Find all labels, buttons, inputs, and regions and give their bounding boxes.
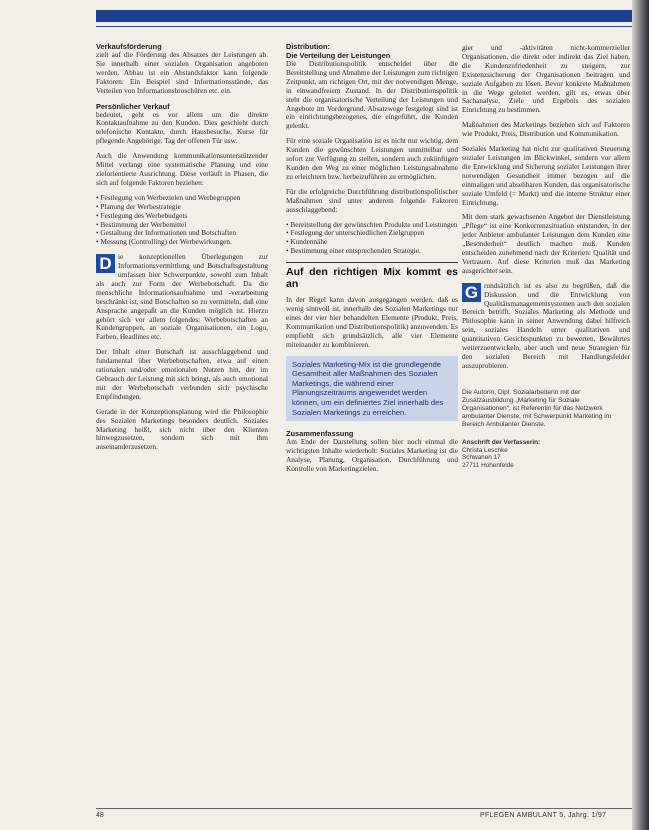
bullet-list-werbung [96, 194, 268, 247]
book-spine-shadow [632, 0, 649, 830]
heading-zusammenfassung: Zusammenfassung [286, 429, 354, 439]
author-bio: Die Autorin, Dipl. Sozialarbeiterin mit der Zusatzausbildung „Marketing für Soziale Organisationen“, ist Referentin für das Netzwerk ambulanter Dienste, mit Schwerpunkt Marketing im Bereich Ambulanter Dienste. [462, 388, 612, 428]
heading-verkaufsfoerderung: Verkaufsförderung [96, 42, 162, 51]
paragraph: zielt auf die Förderung des Absatzes der Leistungen ab. Sie innerhalb einer sozialen Organisation angeboten werden. Abbau ist ein Abstandsfaktor kann folgende Faktoren: Ein Beispiel sind Informationsstände, das Verteilen von Informationsbroschüren etc. ein. [96, 50, 268, 95]
list-item: • Gestaltung der Informationen und Botschaften [96, 229, 268, 238]
footer-rule [96, 808, 632, 809]
column-left [96, 42, 268, 458]
list-item: • Bestimmung einer entsprechenden Strategie. [286, 247, 458, 256]
section-heading-mix: Auf den richtigen Mix kommt es an [286, 262, 458, 290]
list-item: • Bereitstellung der gewünschten Produkte und Leistungen [286, 221, 458, 230]
paragraph: Soziales Marketing hat nicht zur qualitativen Steuerung sozialer Leistungen im Blickwinkel, sondern vor allem die Entwicklung und Sicherung sozialer Leistungen ihrer notwendigen Gesundheit immer bezogen auf die einmaligen und absehbaren Kunden, das organisatorische soziale Umfeld (= Markt) und die interne Struktur einer Einrichtung. [462, 144, 630, 207]
list-item: • Festlegung des Werbebudgets [96, 212, 268, 221]
paragraph: Auch die Anwendung kommunikationsunterstützender Mittel verlangt eine systematische Planung und eine zielorientierte Ausrichtung. Diese verläuft in Phasen, die sich auf folgende Faktoren beziehen: [96, 151, 268, 187]
journal-name: PFLEGEN AMBULANT 5. Jahrg. 1/97 [480, 812, 607, 819]
pull-quote-box: Soziales Marketing-Mix ist die grundlegende Gesamtheit aller Maßnahmen des Sozialen Marketings, die während einer Planungszeitraums angewendet werden können, um ein definiertes Ziel innerhalb des Sozialen Marketings zu erreichen. [286, 356, 458, 422]
heading-persoenlicher-verkauf: Persönlicher Verkauf [96, 101, 170, 111]
paragraph: Für die erfolgreiche Durchführung distributionspolitischer Maßnahmen sind unter anderem folgende Faktoren ausschlaggebend: [286, 186, 458, 214]
address-heading: Anschrift der Verfasserin: [462, 438, 541, 446]
bullet-list-distribution [286, 221, 458, 257]
address-line: Schwanen 17 [462, 454, 501, 462]
paragraph: In der Regel kann davon ausgegangen werden, daß es wenig sinnvoll ist, innerhalb des Sozialen Marketings nur eines der vier hier behandelten Elemente (Produkt, Preis, Kommunikation und Distributionspolitik) anzuwenden. Es empfiehlt sich grundsätzlich, alle vier Elemente miteinander zu kombinieren. [286, 295, 458, 349]
dropcap-g: G [462, 283, 481, 302]
paragraph: Für eine soziale Organisation ist es nicht nur wichtig, dem Kunden die gewünschten Leistungen unmittelbar und sofort zur Verfügung zu stellen, sondern auch zukünftigen Kunden den Weg zu einer möglichen Leistungsabnahme zu erleichtern bzw. herbeizuführen zu ermöglichen. [286, 136, 458, 181]
column-middle [286, 42, 458, 480]
list-item: • Festlegung von Werbezielen und Werbegruppen [96, 194, 268, 203]
paragraph: Mit dem stark gewachsenen Angebot der Dienstleistung „Pflege“ ist eine Konkurrenzsituation entstanden, in der jeder Anbieter ambulanter Leistungen dem Kunden eine „Besonderheit“ deutlich machen muß. Kunden entscheiden zunehmend nach der Kriterien: Qualität und Vertrauen. Auf diese Kriterien muß das Marketing ausgerichtet sein. [462, 212, 630, 275]
paragraph-with-dropcap [462, 282, 630, 371]
list-item: • Bestimmung der Werbemittel [96, 221, 268, 230]
dropcap-d: D [96, 254, 115, 273]
author-address [462, 439, 630, 470]
header-rule [96, 26, 632, 27]
paragraph: Die Distributionspolitik entscheidet über die Bereitstellung und Abnahme der Leistungen zum richtigen Zeitpunkt, am richtigen Ort, mit der notwendigen Menge, in einwandfreiem Zustand. In der Distributionspolitik steht die organisatorische Verteilung der Leistungen und Angebote im Vordergrund. Absatzwege festgelegt sind ist ein einrichtungsbezogenes, die eingeführt, die Kunden gelenkt. [286, 59, 458, 131]
address-line: Christa Leschke [462, 446, 508, 454]
paragraph-text: ie konzeptionellen Überlegungen zur Informationsvermittlung und Botschaftsgestaltung umfassen hier Schwerpunkte, sowohl zum Inhalt als auch zur Form der Werbebotschaft. Da die menschliche Informationsaufnahme und -verarbeitung beschränkt ist, sind Botschaften so zu vermitteln, daß eine Ansprache angepaßt an die Kunden möglich ist. Hierzu gehört sich vor allem folgendes: Werbebotschaften an Kundengruppen, an soziale Organisationen, ein Logo, Farben, Headlines etc. [96, 252, 268, 342]
address-line: 27711 Hohenfelde [462, 462, 514, 470]
paragraph: bedeutet, geht es vor allem um die direkte Kontaktaufnahme zu den Kunden. Dies geschieht durch telefonische Kontakte, durch Hausbesuche, Kurse für pflegende Angehörige, Tag der offenen Tür usw. [96, 109, 268, 146]
list-item: • Messung (Controlling) der Werbewirkungen. [96, 238, 268, 247]
paragraph: gier und -aktivitäten nicht-kommerzieller Organisationen, die direkt oder indirekt das Ziel haben, die Kundenzufriedenheit zu steigern, zur Existenzsicherung der Organisationen beitragen und soziale Aufgaben zu lösen. Bevor konkrete Maßnahmen in die Wege geleitet werden, gilt es, etwas über Sachanalyse, Ziele und Ergebnis des sozialen Einrichtung zu bestimmen. [462, 43, 630, 115]
paragraph: Am Ende der Darstellung sollen hier noch einmal die wichtigsten Inhalte wiederholt: Soziales Marketing ist die Analyse, Planung, Organisation, Durchführung und Kontrolle von Marketingzielen. [286, 437, 458, 473]
heading-verteilung: Die Verteilung der Leistungen [286, 51, 391, 60]
heading-distribution: Distribution: [286, 42, 330, 51]
column-right [462, 44, 630, 470]
header-color-bar [96, 10, 632, 22]
page-number: 48 [96, 812, 104, 819]
paragraph: Maßnahmen des Marketings beziehen sich auf Faktoren wie Produkt, Preis, Distribution und Kommunikation. [462, 120, 630, 139]
list-item: • Festlegung der unterschiedlichen Zielgruppen [286, 229, 458, 238]
list-item: • Kundennähe [286, 238, 458, 247]
paragraph: Der Inhalt einer Botschaft ist ausschlaggebend und fundamental über Werbebotschaften, etwa auf einen rationalen und/oder emotionalen Nutzen hin, der im Gebrauch der Leistung mit sich bringt, als auch emotional mit der Werbebotschaft verbunden sich psychische Empfindungen. [96, 347, 268, 401]
paragraph: Gerade in der Konzeptionsplanung wird die Philosophie des Sozialen Marketings besonders deutlich. Soziales Marketing heißt, sich nicht über den Klienten hinwegzusetzen, sondern sich mit ihm auseinanderzusetzen. [96, 406, 268, 452]
paragraph-text: rundsätzlich ist es also zu begrüßen, daß die Diskussion und die Entwicklung von Qualitätsmanagementsystemen auch den sozialen Bereich betrifft. Soziales Marketing als Methode und Philosophie kann in seiner Anwendung dabei hilfreich sein, soziales Handeln unter qualitativen und quantitativen Gesichtspunkten zu bewerten, Bewährtes weiterzuentwickeln, aber auch und neue Strategien für den sozialen Bereich mit Handlungsfelder auszuprobieren. [462, 280, 630, 370]
list-item: • Planung der Werbestrategie [96, 203, 268, 212]
paragraph-with-dropcap [96, 253, 268, 342]
